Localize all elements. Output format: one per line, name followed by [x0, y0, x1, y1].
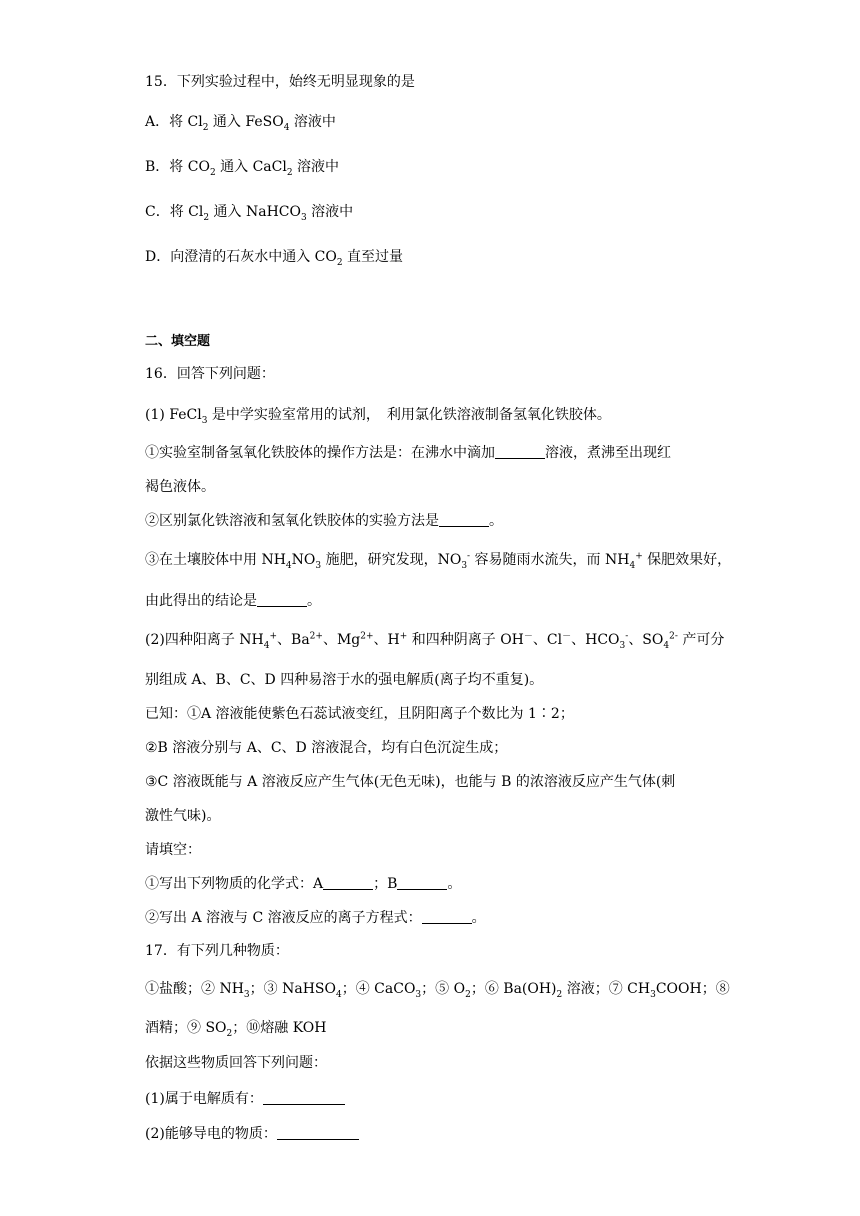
q17-ask: 依据这些物质回答下列问题：: [145, 1055, 327, 1071]
answer-blank[interactable]: [422, 909, 472, 924]
q16-known-2: ②B 溶液分别与 A、C、D 溶液混合，均有白色沉淀生成；: [145, 740, 508, 756]
q15-option-b: B．将 $CO_2$ 通入 CaCl$_2$ 溶液中: [145, 159, 340, 178]
q17-stem: 17．有下列几种物质：: [145, 943, 289, 959]
answer-blank[interactable]: [263, 1090, 345, 1105]
q16-sub2: ②区别氯化铁溶液和氢氧化铁胶体的实验方法是 。: [145, 513, 503, 529]
q15-option-c: C．将 $Cl_2$ 通入 NaHCO$_3$ 溶液中: [145, 204, 354, 223]
answer-blank[interactable]: [495, 444, 545, 459]
q16-part2-cont: 别组成 A、B、C、D 四种易溶于水的强电解质(离子均不重复)。: [145, 672, 544, 688]
q17-list-cont: 酒精；⑨ $SO_2$；⑩熔融 KOH: [145, 1020, 327, 1039]
q16-known-3-cont: 激性气味)。: [145, 808, 221, 824]
q17-list: ①盐酸；② $NH_3$；③ NaHSO$_4$；④ CaCO$_3$；⑤ $O_2$；⑥ $Ba(OH)_2$ 溶液；⑦ $CH_3COOH$；⑧: [145, 981, 730, 1000]
q15-option-d: D．向澄清的石灰水中通入 $CO_2$ 直至过量: [145, 249, 404, 268]
q17-item-2: (2)能够导电的物质：: [145, 1124, 359, 1144]
q16-known-3: ③C 溶液既能与 A 溶液反应产生气体(无色无味)，也能与 B 的浓溶液反应产生气体(刺: [145, 774, 676, 790]
q16-sub3: ③在土壤胶体中用 $NH_4NO_3$ 施肥，研究发现，$NO_3^-$ 容易随雨水流失，而 $NH_4^+$ 保肥效果好，: [145, 551, 732, 571]
q15-option-a: A．将 $Cl_2$ 通入 FeSO$_4$ 溶液中: [145, 114, 336, 133]
q16-part2: (2)四种阳离子 $NH_4^+$、$Ba^{2+}$、$Mg^{2+}$、H+ 和四种阴离子 OH－、Cl－、$HCO_3^-$、$SO_4^{2-}$ 产可分: [145, 631, 725, 651]
answer-blank[interactable]: [323, 875, 373, 890]
answer-blank[interactable]: [257, 592, 307, 607]
q16-stem: 16．回答下列问题：: [145, 366, 275, 382]
q16-fill-prompt: 请填空：: [145, 842, 201, 858]
q16-answer-1: ①写出下列物质的化学式：A ；B 。: [145, 876, 462, 892]
answer-blank[interactable]: [277, 1125, 359, 1140]
q16-answer-2: ②写出 A 溶液与 C 溶液反应的离子方程式： 。: [145, 910, 486, 926]
q15-stem: 15．下列实验过程中，始终无明显现象的是: [145, 74, 415, 90]
q16-sub1-cont: 褐色液体。: [145, 479, 215, 495]
q17-item-1: (1)属于电解质有：: [145, 1089, 345, 1109]
section-heading: 二、填空题: [145, 334, 211, 349]
q16-part1: (1) FeCl$_3$ 是中学实验室常用的试剂， 利用氯化铁溶液制备氢氧化铁胶体。: [145, 407, 611, 426]
q16-sub1: ①实验室制备氢氧化铁胶体的操作方法是：在沸水中滴加 溶液，煮沸至出现红: [145, 445, 671, 461]
q16-known-1: 已知：①A 溶液能使紫色石蕊试液变红，且阴阳离子个数比为 1∶2；: [145, 706, 574, 722]
answer-blank[interactable]: [397, 875, 447, 890]
answer-blank[interactable]: [439, 512, 489, 527]
q16-sub3-cont: 由此得出的结论是 。: [145, 593, 321, 609]
